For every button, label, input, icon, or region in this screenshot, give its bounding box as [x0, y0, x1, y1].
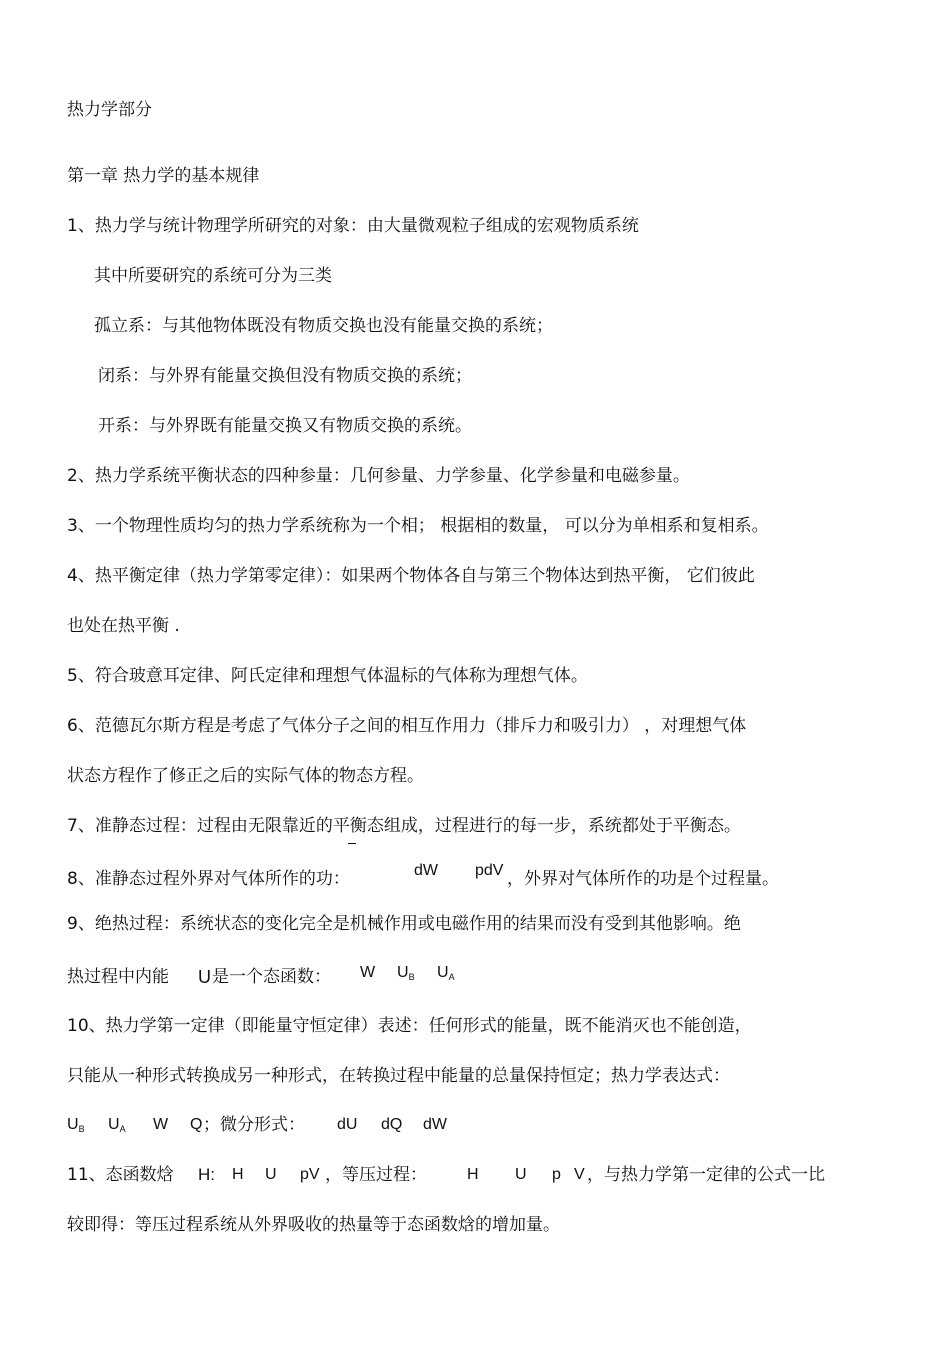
eq-W-10: W [153, 1116, 169, 1133]
paragraph-9: 9、绝热过程：系统状态的变化完全是机械作用或电磁作用的结果而没有受到其他影响。绝 [67, 914, 741, 934]
eq-U-11: U [265, 1166, 277, 1183]
eq-UA: $U_A$ [437, 964, 455, 982]
eq-H-label: H: [198, 1165, 215, 1184]
eq-UB-10: $U_B$ [67, 1116, 85, 1134]
paragraph-11: 11、态函数焓 [67, 1165, 174, 1185]
paragraph-7: 7、准静态过程：过程由无限靠近的平衡态组成，过程进行的每一步，系统都处于平衡态。 [67, 816, 741, 836]
eq-U: U [198, 967, 211, 987]
eq-p: p [552, 1166, 561, 1183]
eq-Q-10: Q [190, 1116, 203, 1133]
eq-W: W [360, 964, 376, 981]
paragraph-9-cont2: 是一个态函数： [212, 967, 331, 987]
paragraph-1: 1、热力学与统计物理学所研究的对象：由大量微观粒子组成的宏观物质系统 [67, 216, 639, 236]
eq-dV: V [574, 1166, 585, 1183]
paragraph-11-cont: 较即得：等压过程系统从外界吸收的热量等于态函数焓的增加量。 [67, 1215, 560, 1235]
overbar-mark [348, 843, 356, 844]
system-isolated: 孤立系：与其他物体既没有物质交换也没有能量交换的系统； [94, 316, 553, 336]
paragraph-10: 10、热力学第一定律（即能量守恒定律）表述：任何形式的能量，既不能消灭也不能创造， [67, 1016, 752, 1036]
paragraph-5: 5、符合玻意耳定律、阿氏定律和理想气体温标的气体称为理想气体。 [67, 666, 588, 686]
paragraph-2: 2、热力学系统平衡状态的四种参量：几何参量、力学参量、化学参量和电磁参量。 [67, 466, 690, 486]
system-closed: 闭系：与外界有能量交换但没有物质交换的系统； [98, 366, 472, 386]
paragraph-4: 4、热平衡定律（热力学第零定律）：如果两个物体各自与第三个物体达到热平衡， 它们彼此 [67, 566, 755, 586]
paragraph-10-cont: 只能从一种形式转换成另一种形式，在转换过程中能量的总量保持恒定；热力学表达式： [67, 1066, 730, 1086]
paragraph-3: 3、一个物理性质均匀的热力学系统称为一个相； 根据相的数量， 可以分为单相系和复相系。 [67, 516, 769, 536]
paragraph-11-mid: ，等压过程： [325, 1165, 427, 1185]
paragraph-4-cont: 也处在热平衡 . [67, 616, 180, 636]
eq-dH: H [467, 1166, 479, 1183]
paragraph-8-tail: ，外界对气体所作的功是个过程量。 [507, 869, 779, 889]
system-open: 开系：与外界既有能量交换又有物质交换的系统。 [98, 416, 472, 436]
section-title: 热力学部分 [67, 100, 152, 120]
paragraph-6-cont: 状态方程作了修正之后的实际气体的物态方程。 [67, 766, 424, 786]
eq-dU-11: U [515, 1166, 527, 1183]
eq-UB: $U_B$ [397, 964, 415, 982]
eq-dW-10: dW [423, 1116, 447, 1133]
eq-dU: dU [337, 1116, 358, 1133]
eq-pV: pV [300, 1166, 320, 1183]
eq-H: H [232, 1166, 244, 1183]
paragraph-8: 8、准静态过程外界对气体所作的功： [67, 869, 350, 889]
eq-dQ: dQ [381, 1116, 403, 1133]
paragraph-10-mid: ；微分形式： [203, 1115, 305, 1135]
eq-pdV: pdV [475, 862, 504, 879]
paragraph-6: 6、范德瓦尔斯方程是考虑了气体分子之间的相互作用力（排斥力和吸引力） ，对理想气体 [67, 716, 747, 736]
eq-UA-10: $U_A$ [108, 1116, 126, 1134]
paragraph-9-cont: 热过程中内能 [67, 967, 169, 987]
eq-dW: dW [414, 862, 438, 879]
chapter-title: 第一章 热力学的基本规律 [67, 166, 260, 186]
paragraph-11-tail: ，与热力学第一定律的公式一比 [587, 1165, 825, 1185]
paragraph-1-sub: 其中所要研究的系统可分为三类 [94, 266, 332, 286]
